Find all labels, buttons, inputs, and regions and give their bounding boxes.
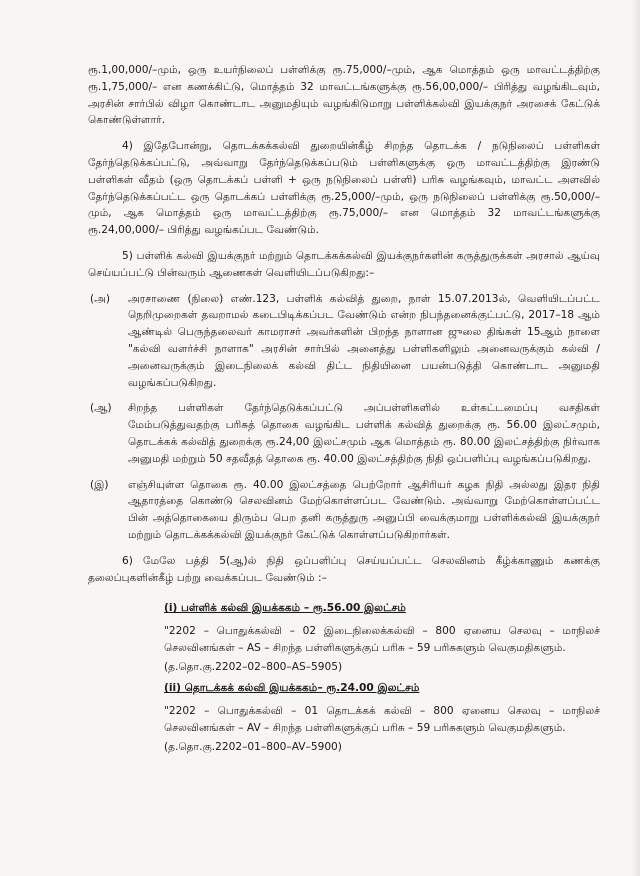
account-head-elementary-education: (ii) தொடக்கக் கல்வி இயக்ககம்– ரூ.24.00 இலட்சம்	[164, 681, 420, 694]
paragraph-3-continued: ரூ.1,00,000/–மும், ஒரு உயர்நிலைப் பள்ளிக்கு ரூ.75,000/–மும், ஆக மொத்தம் ஒரு மாவட்டத்திற்கு ரூ.1,75,000/– என கணக்கிட்டு, மொத்தம் 32 மாவட்டங்களுக்கு ரூ.56,00,000/– பிரித்து வழங்கிடவும், அரசின் சார்பில் விழா கொண்டாட அனுமதியும் வழங்கிடுமாறு பள்ளிக்கல்வி இயக்குநர் அரசைக் கேட்டுக் கொண்டுள்ளார்.	[88, 64, 600, 127]
account-head-1-code: (த.தொ.கு.2202–02–800–AS–5905)	[164, 661, 343, 674]
order-item-a	[88, 291, 600, 392]
order-item-i	[88, 477, 600, 544]
item-text: அரசாணை (நிலை) எண்.123, பள்ளிக் கல்வித் துறை, நாள் 15.07.2013ல், வெளியிடப்பட்ட நெறிமுறைகள் தவறாமல் கடைபிடிக்கப்பட வேண்டும் என்ற நிபந்தனைக்குட்பட்டு, 2017–18 ஆம் ஆண்டில் பெருந்தலைவர் காமராசர் அவர்களின் பிறந்த நாளான ஜுலை திங்கள் 15ஆம் நாளை "கல்வி வளர்ச்சி நாளாக" அரசின் சார்பில் அனைத்து பள்ளிகளிலும் அனைவருக்கும் கல்வி / அனைவருக்கும் இடைநிலைக் கல்வி திட்ட நிதியினை பயன்படுத்தி கொண்டாட அனுமதி வழங்கப்படுகிறது.	[128, 292, 600, 389]
order-item-aa	[88, 400, 600, 467]
item-text: எஞ்சியுள்ள தொகை ரூ. 40.00 இலட்சத்தை பெற்றோர் ஆசிரியர் கழக நிதி அல்லது இதர நிதி ஆதாரத்தை கொண்டு செலவினம் மேற்கொள்ளப்பட வேண்டும். அவ்வாறு மேற்கொள்ளப்பட்ட பின் அத்தொகையை திரும்ப பெற தனி கருத்துரு அனுப்பி வைக்குமாறு பள்ளிக்கல்வி இயக்குநர் மற்றும் தொடக்கக்கல்வி இயக்குநர் கேட்டுக் கொள்ளப்படுகிறார்கள்.	[128, 478, 600, 541]
account-head-school-education: (i) பள்ளிக் கல்வி இயக்ககம் – ரூ.56.00 இலட்சம்	[164, 602, 406, 615]
item-marker: (இ)	[90, 478, 109, 491]
item-marker: (ஆ)	[90, 402, 112, 415]
account-head-2-description: "2202 – பொதுக்கல்வி – 01 தொடக்கக் கல்வி – 800 ஏனைய செலவு – மாநிலச் செலவினங்கள் – AV – சிறந்த பள்ளிகளுக்குப் பரிசு – 59 பரிசுகளும் வெகுமதிகளும்.	[164, 704, 600, 734]
page-edge-shadow	[632, 0, 640, 876]
paragraph-6: 6) மேலே பத்தி 5(ஆ)ல் நிதி ஒப்பளிப்பு செய்யப்பட்ட செலவினம் கீழ்க்காணும் கணக்கு தலைப்புகளின்கீழ் பற்று வைக்கப்பட வேண்டும் :–	[88, 554, 600, 584]
account-head-1-description: "2202 – பொதுக்கல்வி – 02 இடைநிலைக்கல்வி – 800 ஏனைய செலவு – மாநிலச் செலவினங்கள் – AS – சிறந்த பள்ளிகளுக்குப் பரிசு – 59 பரிசுகளும் வெகுமதிகளும்.	[164, 625, 600, 655]
item-marker: (அ)	[90, 292, 111, 305]
paragraph-4: 4) இதேபோன்று, தொடக்கக்கல்வி துறையின்கீழ் சிறந்த தொடக்க / நடுநிலைப் பள்ளிகள் தேர்ந்தெடுக்கப்பட்டு, அவ்வாறு தேர்ந்தெடுக்கப்படும் பள்ளிகளுக்கு ஒரு மாவட்டத்திற்கு இரண்டு பள்ளிகள் வீதம் (ஒரு தொடக்கப் பள்ளி + ஒரு நடுநிலைப் பள்ளி) பரிசு வழங்கவும், மாவட்ட அளவில் தேர்ந்தெடுக்கப்பட்ட ஒரு தொடக்கப் பள்ளிக்கு ரூ.25,000/–மும், ஒரு நடுநிலைப் பள்ளிக்கு ரூ.50,000/–மும், ஆக மொத்தம் ஒரு மாவட்டத்திற்கு ரூ.75,000/– என மொத்தம் 32 மாவட்டங்களுக்கு ரூ.24,00,000/– பிரித்து வழங்கப்பட வேண்டும்.	[88, 140, 600, 237]
account-head-2-code: (த.தொ.கு.2202–01–800–AV–5900)	[164, 740, 342, 753]
item-text: சிறந்த பள்ளிகள் தேர்ந்தெடுக்கப்பட்டு அப்பள்ளிகளில் உள்கட்டமைப்பு வசதிகள் மேம்படுத்துவதற்கு பரிசுத் தொகை வழங்கிட பள்ளிக் கல்வித் துறைக்கு ரூ. 56.00 இலட்சமும், தொடக்கக் கல்வித் துறைக்கு ரூ.24,00 இலட்சமும் ஆக மொத்தம் ரூ. 80.00 இலட்சத்திற்கு நிர்வாக அனுமதி மற்றும் 50 சதவீதத் தொகை ரூ. 40.00 இலட்சத்திற்கு நிதி ஒப்பளிப்பு வழங்கப்படுகிறது.	[128, 402, 600, 465]
paragraph-5: 5) பள்ளிக் கல்வி இயக்குநர் மற்றும் தொடக்கக்கல்வி இயக்குநர்களின் கருத்துருக்கள் அரசால் ஆய்வு செய்யப்பட்டு பின்வரும் ஆணைகள் வெளியிடப்படுகிறது:–	[88, 249, 600, 279]
